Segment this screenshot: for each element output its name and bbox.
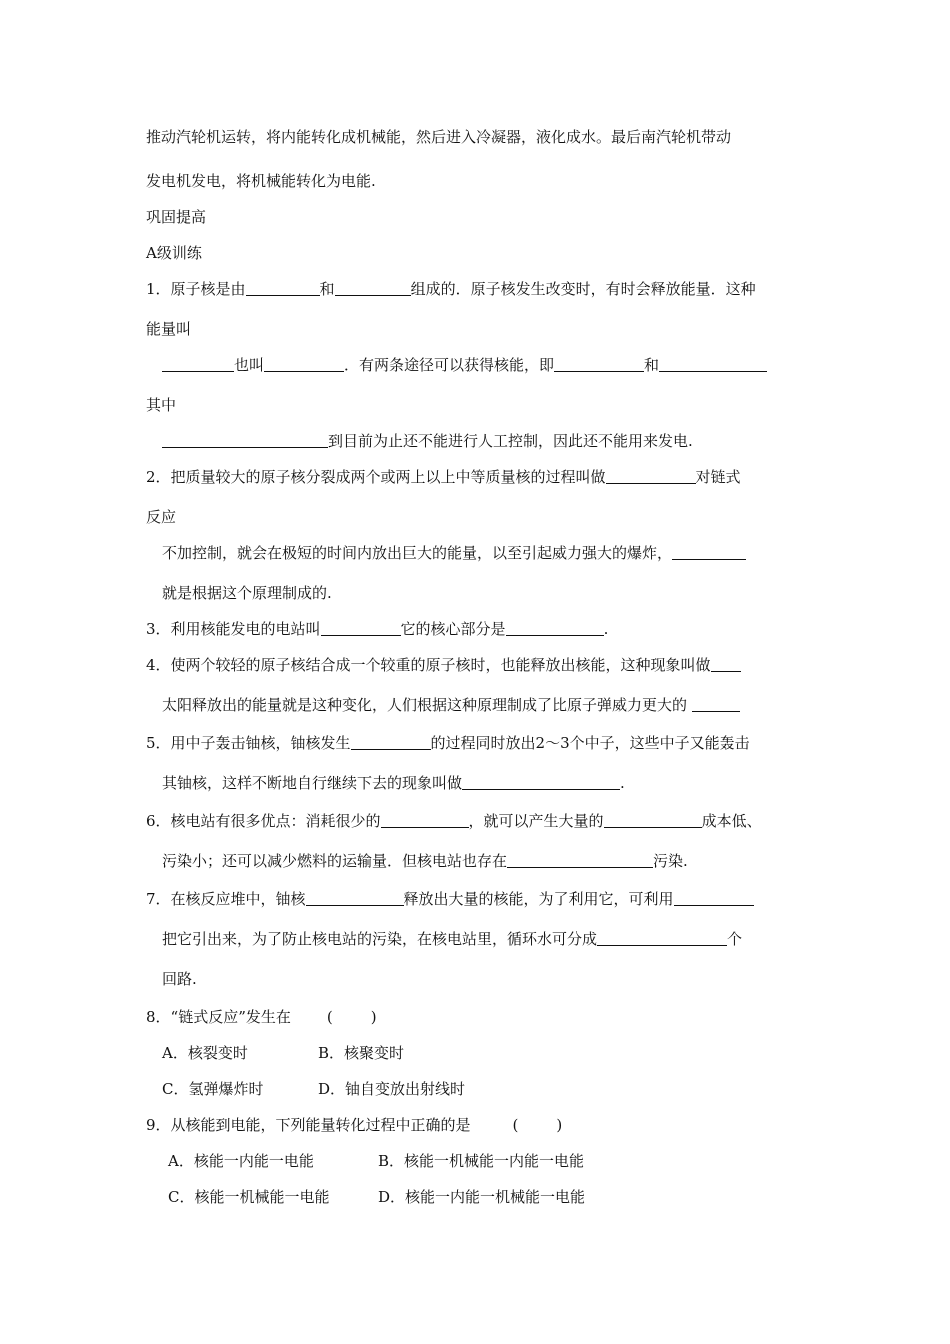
answer-blank[interactable] bbox=[672, 544, 746, 560]
question-1-line-3 bbox=[162, 355, 767, 375]
answer-blank[interactable] bbox=[597, 930, 727, 946]
answer-blank[interactable] bbox=[711, 656, 741, 672]
question-6-text: 污染小；还可以减少燃料的运输量．但核电站也存在 bbox=[162, 852, 508, 870]
option-c[interactable]: C．氢弹爆炸时 bbox=[162, 1080, 264, 1098]
intro-line-2: 发电机发电，将机械能转化为电能. bbox=[146, 172, 376, 190]
answer-blank[interactable] bbox=[306, 890, 404, 906]
answer-blank[interactable] bbox=[351, 734, 431, 750]
question-4-text: 太阳释放出的能量就是这种变化，人们根据这种原理制成了比原子弹威力更大的 bbox=[162, 696, 688, 714]
option-d[interactable]: D．核能一内能一机械能一电能 bbox=[378, 1188, 586, 1206]
question-4-text: 4．使两个较轻的原子核结合成一个较重的原子核时，也能释放出核能，这种现象叫做 bbox=[146, 656, 711, 674]
answer-blank[interactable] bbox=[507, 852, 653, 868]
answer-blank[interactable] bbox=[604, 812, 702, 828]
question-9-stem: 9．从核能到电能，下列能量转化过程中正确的是 bbox=[146, 1116, 471, 1134]
question-9-stem-line bbox=[146, 1115, 562, 1135]
answer-blank[interactable] bbox=[692, 696, 740, 712]
question-7-text: 7．在核反应堆中，铀核 bbox=[146, 890, 306, 908]
question-1-line-2: 能量叫 bbox=[146, 320, 192, 338]
question-3-text: 它的核心部分是 bbox=[400, 620, 506, 638]
answer-paren-close[interactable]: ) bbox=[370, 1008, 377, 1026]
question-1-text: 和 bbox=[319, 280, 335, 298]
question-7-text: 释放出大量的核能，为了利用它，可利用 bbox=[403, 890, 674, 908]
question-8-stem-line bbox=[146, 1007, 377, 1027]
question-2-line-2: 反应 bbox=[146, 508, 177, 526]
answer-blank[interactable] bbox=[554, 356, 644, 372]
question-3-text: 3．利用核能发电的电站叫 bbox=[146, 620, 321, 638]
question-1-line-4: 其中 bbox=[146, 396, 177, 414]
option-a[interactable]: A．核裂变时 bbox=[162, 1044, 248, 1062]
question-6-text: 成本低、 bbox=[701, 812, 762, 830]
option-b[interactable]: B．核聚变时 bbox=[318, 1044, 405, 1062]
answer-blank[interactable] bbox=[264, 356, 344, 372]
question-2-line-1 bbox=[146, 467, 741, 487]
question-1-text: ．有两条途径可以获得核能，即 bbox=[344, 356, 555, 374]
answer-blank[interactable] bbox=[462, 774, 620, 790]
answer-blank[interactable] bbox=[506, 620, 604, 636]
question-1-line-1 bbox=[146, 279, 756, 299]
question-5-line-1 bbox=[146, 733, 750, 753]
question-4-line-2 bbox=[162, 695, 740, 715]
answer-blank[interactable] bbox=[246, 280, 320, 296]
question-5-line-2 bbox=[162, 773, 625, 793]
question-5-text: 5．用中子轰击铀核，铀核发生 bbox=[146, 734, 351, 752]
question-1-text: 1．原子核是由 bbox=[146, 280, 246, 298]
subsection-title: A级训练 bbox=[146, 244, 202, 262]
question-1-text: 到目前为止还不能进行人工控制，因此还不能用来发电. bbox=[328, 432, 693, 450]
question-3-line-1 bbox=[146, 619, 608, 639]
question-5-text: 的过程同时放出2～3个中子，这些中子又能轰击 bbox=[430, 734, 750, 752]
answer-blank[interactable] bbox=[162, 356, 234, 372]
question-6-line-2 bbox=[162, 851, 688, 871]
question-2-line-3 bbox=[162, 543, 746, 563]
option-a[interactable]: A．核能一内能一电能 bbox=[168, 1152, 314, 1170]
question-6-text: 污染. bbox=[653, 852, 688, 870]
question-7-line-3: 回路. bbox=[162, 970, 197, 988]
answer-blank[interactable] bbox=[162, 432, 328, 448]
question-5-text: . bbox=[620, 774, 625, 792]
answer-blank[interactable] bbox=[335, 280, 411, 296]
question-6-text: ，就可以产生大量的 bbox=[468, 812, 604, 830]
intro-line-1: 推动汽轮机运转，将内能转化成机械能，然后进入冷凝器，液化成水。最后南汽轮机带动 bbox=[146, 128, 732, 146]
question-2-line-4: 就是根据这个原理制成的. bbox=[162, 584, 332, 602]
answer-blank[interactable] bbox=[606, 468, 696, 484]
question-2-text: 不加控制，就会在极短的时间内放出巨大的能量，以至引起威力强大的爆炸， bbox=[162, 544, 673, 562]
question-6-line-1 bbox=[146, 811, 762, 831]
question-8-stem: 8．“链式反应”发生在 bbox=[146, 1008, 291, 1026]
question-1-text: 和 bbox=[644, 356, 660, 374]
section-title: 巩固提高 bbox=[146, 208, 207, 226]
answer-blank[interactable] bbox=[321, 620, 401, 636]
answer-paren-open[interactable]: ( bbox=[512, 1116, 519, 1134]
answer-blank[interactable] bbox=[659, 356, 767, 372]
question-5-text: 其铀核，这样不断地自行继续下去的现象叫做 bbox=[162, 774, 463, 792]
question-1-line-5 bbox=[162, 431, 693, 451]
question-7-line-2 bbox=[162, 929, 742, 949]
answer-paren-open[interactable]: ( bbox=[326, 1008, 333, 1026]
question-2-text: 对链式 bbox=[695, 468, 741, 486]
answer-blank[interactable] bbox=[674, 890, 754, 906]
answer-paren-close[interactable]: ) bbox=[556, 1116, 563, 1134]
question-2-text: 2．把质量较大的原子核分裂成两个或两上以上中等质量核的过程叫做 bbox=[146, 468, 606, 486]
question-1-text: 组成的．原子核发生改变时，有时会释放能量．这种 bbox=[410, 280, 756, 298]
question-7-text: 个 bbox=[727, 930, 743, 948]
question-6-text: 6．核电站有很多优点：消耗很少的 bbox=[146, 812, 381, 830]
answer-blank[interactable] bbox=[381, 812, 469, 828]
question-7-line-1 bbox=[146, 889, 754, 909]
question-7-text: 把它引出来，为了防止核电站的污染，在核电站里，循环水可分成 bbox=[162, 930, 598, 948]
question-3-text: . bbox=[603, 620, 609, 638]
option-b[interactable]: B．核能一机械能一内能一电能 bbox=[378, 1152, 585, 1170]
option-c[interactable]: C．核能一机械能一电能 bbox=[168, 1188, 330, 1206]
option-d[interactable]: D．铀自变放出射线时 bbox=[318, 1080, 466, 1098]
question-1-text: 也叫 bbox=[234, 356, 265, 374]
question-4-line-1 bbox=[146, 655, 741, 675]
